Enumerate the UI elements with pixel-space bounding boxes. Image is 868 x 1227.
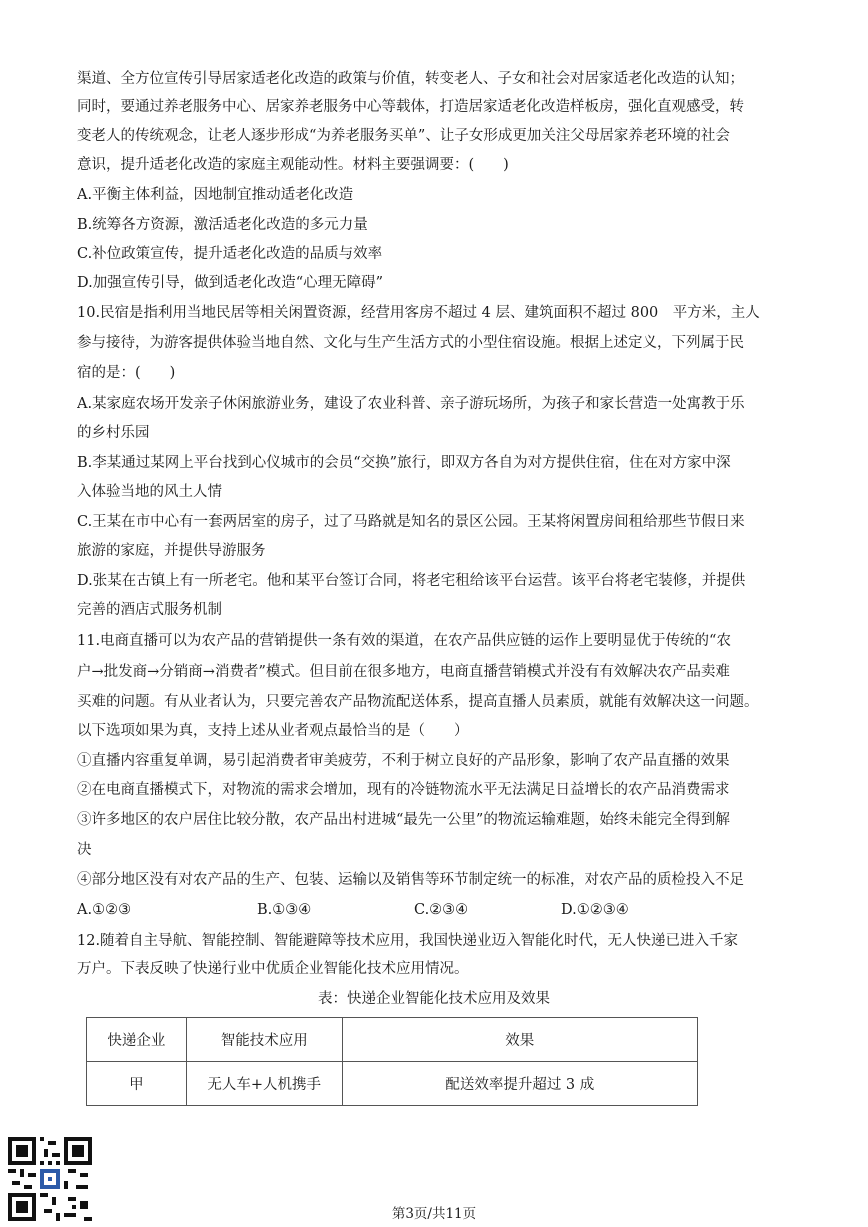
q11-option-a: A.①②③: [77, 902, 132, 918]
table-cell: 无人车+人机携手: [186, 1062, 342, 1106]
text-line: 宿的是：( ): [77, 365, 176, 381]
q11-option-d: D.①②③④: [561, 902, 629, 918]
text-line: ①直播内容重复单调，易引起消费者审美疲劳，不利于树立良好的产品形象，影响了农产品直播的效果: [77, 753, 730, 769]
table-cell: 配送效率提升超过 3 成: [342, 1062, 697, 1106]
q11-option-b: B.①③④: [257, 902, 312, 918]
text-line: 户→批发商→分销商→消费者”模式。但目前在很多地方，电商直播营销模式并没有有效解决农产品卖难: [77, 664, 730, 680]
text-line: 旅游的家庭，并提供导游服务: [77, 543, 266, 559]
text-line: ④部分地区没有对农产品的生产、包装、运输以及销售等环节制定统一的标准，对农产品的质检投入不足: [77, 872, 744, 888]
q11-options: [77, 900, 797, 920]
text-line: 变老人的传统观念，让老人逐步形成“为养老服务买单”、让子女形成更加关注父母居家养老环境的社会: [77, 128, 730, 144]
text-line: 10.民宿是指利用当地民居等相关闲置资源，经营用客房不超过 4 层、建筑面积不超过 800 平方米，主人: [77, 305, 760, 321]
table-row: [87, 1062, 698, 1106]
express-table: [86, 1017, 698, 1106]
text-line: C.王某在市中心有一套两居室的房子，过了马路就是知名的景区公园。王某将闲置房间租给那些节假日来: [77, 514, 745, 530]
text-line: 买难的问题。有从业者认为，只要完善农产品物流配送体系，提高直播人员素质，就能有效解决这一问题。: [77, 694, 759, 710]
text-line: D.张某在古镇上有一所老宅。他和某平台签订合同，将老宅租给该平台运营。该平台将老宅装修，并提供: [77, 573, 746, 589]
text-line: A.某家庭农场开发亲子休闲旅游业务，建设了农业科普、亲子游玩场所，为孩子和家长营造一处寓教于乐: [77, 396, 745, 412]
page-footer: 第3页/共11页: [391, 1206, 477, 1222]
text-line: ③许多地区的农户居住比较分散，农产品出村进城“最先一公里”的物流运输难题，始终未能完全得到解: [77, 812, 730, 828]
text-line: ②在电商直播模式下，对物流的需求会增加，现有的冷链物流水平无法满足日益增长的农产品消费需求: [77, 782, 730, 798]
text-line: A.平衡主体利益，因地制宜推动适老化改造: [77, 187, 354, 203]
text-line: 意识，提升适老化改造的家庭主观能动性。材料主要强调要：( ): [77, 157, 509, 173]
q12-line: 12.随着自主导航、智能控制、智能避障等技术应用，我国快递业迈入智能化时代，无人快递已进入千家: [77, 933, 739, 949]
text-line: C.补位政策宣传，提升适老化改造的品质与效率: [77, 246, 383, 262]
text-line: B.统筹各方资源，激活适老化改造的多元力量: [77, 217, 368, 233]
text-line: 决: [77, 842, 92, 858]
table-caption: 表：快递企业智能化技术应用及效果: [318, 991, 550, 1007]
text-line: D.加强宣传引导，做到适老化改造“心理无障碍”: [77, 275, 384, 291]
table-header-cell: 快递企业: [87, 1018, 187, 1062]
text-line: 11.电商直播可以为农产品的营销提供一条有效的渠道，在农产品供应链的运作上要明显优于传统的“农: [77, 633, 731, 649]
table-header-cell: 智能技术应用: [186, 1018, 342, 1062]
table-header-cell: 效果: [342, 1018, 697, 1062]
text-line: 同时，要通过养老服务中心、居家养老服务中心等载体，打造居家适老化改造样板房，强化直观感受，转: [77, 99, 744, 115]
text-line: 的乡村乐园: [77, 425, 150, 441]
text-line: 参与接待，为游客提供体验当地自然、文化与生产生活方式的小型住宿设施。根据上述定义，下列属于民: [77, 335, 744, 351]
table-cell: 甲: [87, 1062, 187, 1106]
text-line: 入体验当地的风土人情: [77, 484, 222, 500]
text-line: 完善的酒店式服务机制: [77, 602, 222, 618]
text-line: 渠道、全方位宣传引导居家适老化改造的政策与价值，转变老人、子女和社会对居家适老化改造的认知；: [77, 71, 744, 87]
q11-option-c: C.②③④: [414, 902, 469, 918]
table-header-row: [87, 1018, 698, 1062]
q12-line: 万户。下表反映了快递行业中优质企业智能化技术应用情况。: [77, 961, 469, 977]
text-line: B.李某通过某网上平台找到心仪城市的会员“交换”旅行，即双方各自为对方提供住宿，住在对方家中深: [77, 455, 731, 471]
text-line: 以下选项如果为真，支持上述从业者观点最恰当的是（ ）: [77, 723, 469, 739]
